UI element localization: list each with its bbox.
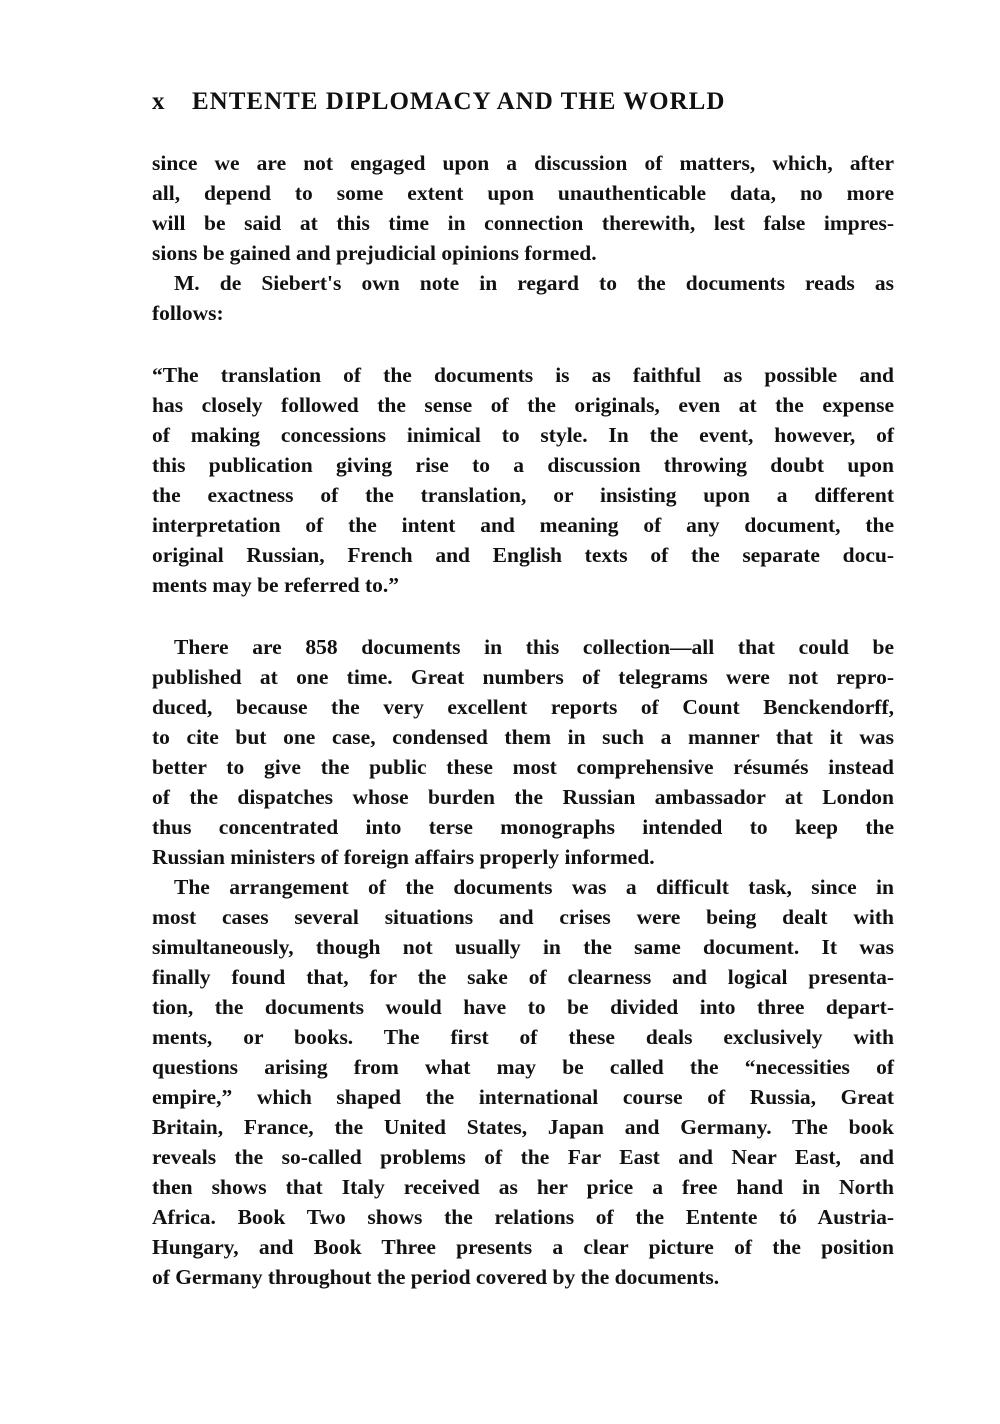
text-line: questions arising from what may be called the “necessities of bbox=[152, 1055, 894, 1079]
text-line: better to give the public these most comprehensive résumés instead bbox=[152, 755, 894, 779]
text-line: most cases several situations and crises were being dealt with bbox=[152, 905, 894, 929]
paragraph bbox=[152, 268, 894, 328]
text-line: original Russian, French and English texts of the separate docu- bbox=[152, 543, 894, 567]
text-line: duced, because the very excellent reports of Count Benckendorff, bbox=[152, 695, 894, 719]
text-line: Hungary, and Book Three presents a clear picture of the position bbox=[152, 1235, 894, 1259]
text-line: There are 858 documents in this collection—all that could be bbox=[174, 635, 894, 659]
text-line: all, depend to some extent upon unauthenticable data, no more bbox=[152, 181, 894, 205]
paragraph-gap bbox=[152, 328, 894, 360]
text-line: Britain, France, the United States, Japan and Germany. The book bbox=[152, 1115, 894, 1139]
text-line: to cite but one case, condensed them in such a manner that it was bbox=[152, 725, 894, 749]
text-line: The arrangement of the documents was a difficult task, since in bbox=[174, 875, 894, 899]
paragraph bbox=[152, 632, 894, 872]
text-line: published at one time. Great numbers of telegrams were not repro- bbox=[152, 665, 894, 689]
page-number: x bbox=[152, 88, 166, 115]
running-header bbox=[152, 88, 812, 124]
text-line: interpretation of the intent and meaning of any document, the bbox=[152, 513, 894, 537]
text-line: will be said at this time in connection therewith, lest false impres- bbox=[152, 211, 894, 235]
text-line: of Germany throughout the period covered by the documents. bbox=[152, 1265, 720, 1289]
page-body bbox=[152, 148, 894, 1292]
text-line: Africa. Book Two shows the relations of the Entente tó Austria- bbox=[152, 1205, 894, 1229]
text-line: the exactness of the translation, or insisting upon a different bbox=[152, 483, 894, 507]
text-line: has closely followed the sense of the originals, even at the expense bbox=[152, 393, 894, 417]
text-line: this publication giving rise to a discussion throwing doubt upon bbox=[152, 453, 894, 477]
paragraph bbox=[152, 360, 894, 600]
running-title: ENTENTE DIPLOMACY AND THE WORLD bbox=[192, 88, 726, 115]
paragraph bbox=[152, 148, 894, 268]
text-line: “The translation of the documents is as faithful as possible and bbox=[152, 363, 894, 387]
text-line: of the dispatches whose burden the Russian ambassador at London bbox=[152, 785, 894, 809]
text-line: follows: bbox=[152, 301, 224, 325]
text-line: Russian ministers of foreign affairs properly informed. bbox=[152, 845, 655, 869]
text-line: simultaneously, though not usually in the same document. It was bbox=[152, 935, 894, 959]
text-line: empire,” which shaped the international course of Russia, Great bbox=[152, 1085, 894, 1109]
text-line: finally found that, for the sake of clearness and logical presenta- bbox=[152, 965, 894, 989]
text-line: reveals the so-called problems of the Far East and Near East, and bbox=[152, 1145, 894, 1169]
paragraph bbox=[152, 872, 894, 1292]
text-line: ments may be referred to.” bbox=[152, 573, 399, 597]
text-line: thus concentrated into terse monographs intended to keep the bbox=[152, 815, 894, 839]
text-line: since we are not engaged upon a discussion of matters, which, after bbox=[152, 151, 894, 175]
text-line: M. de Siebert's own note in regard to the documents reads as bbox=[174, 271, 894, 295]
paragraph-gap bbox=[152, 600, 894, 632]
text-line: sions be gained and prejudicial opinions formed. bbox=[152, 241, 597, 265]
text-line: then shows that Italy received as her price a free hand in North bbox=[152, 1175, 894, 1199]
text-line: of making concessions inimical to style. In the event, however, of bbox=[152, 423, 894, 447]
text-line: ments, or books. The first of these deals exclusively with bbox=[152, 1025, 894, 1049]
text-line: tion, the documents would have to be divided into three depart- bbox=[152, 995, 894, 1019]
